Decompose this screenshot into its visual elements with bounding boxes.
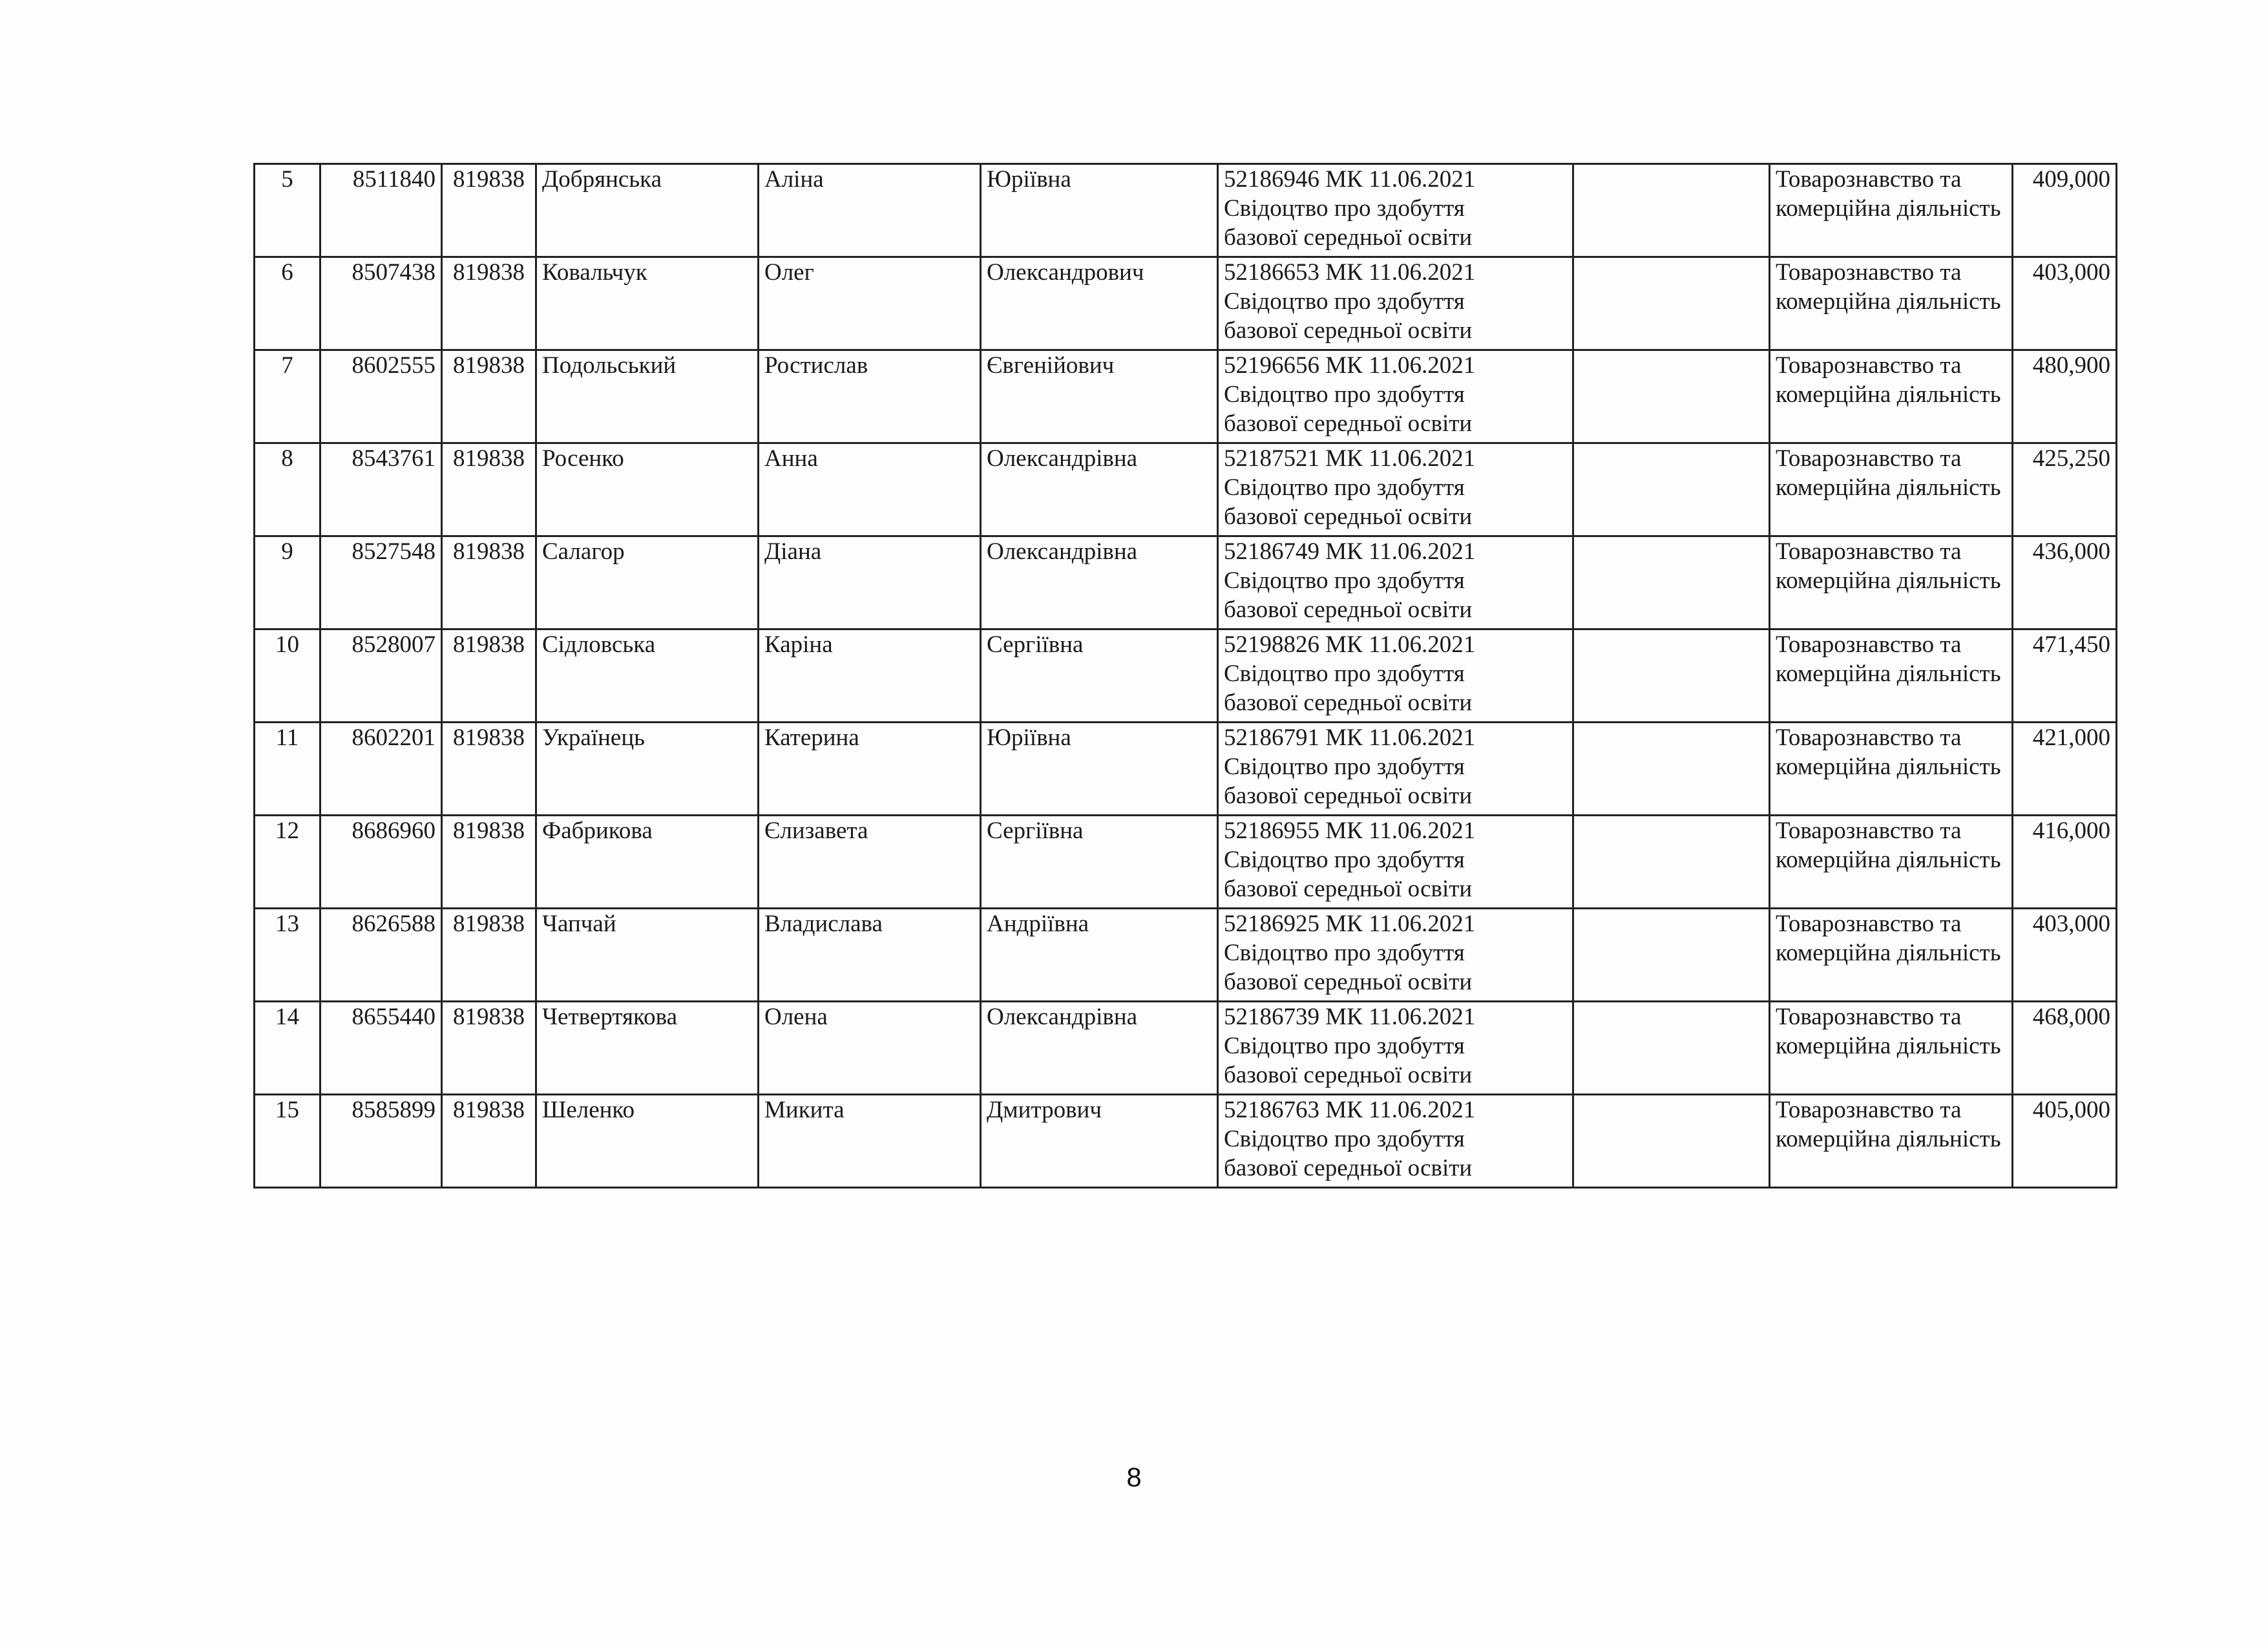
specialty-cell: Товарознавство та комерційна діяльність [1770,257,2013,350]
applicant-id-cell: 8507438 [320,257,442,350]
empty-cell [1573,257,1770,350]
specialty-cell: Товарознавство та комерційна діяльність [1770,443,2013,536]
row-number-cell: 8 [255,443,320,536]
specialty-cell: Товарознавство та комерційна діяльність [1770,1002,2013,1095]
applicant-id-cell: 8527548 [320,536,442,629]
first-name-cell: Катерина [759,723,981,816]
document-title-continued: базової середньої освіти [1224,503,1473,530]
empty-cell [1573,723,1770,816]
document-title: Свідоцтво про здобуття [1224,1033,1465,1059]
table-row [255,1002,2117,1095]
empty-cell [1573,816,1770,909]
score-cell: 436,000 [2013,536,2117,629]
document-cell [1218,1002,1573,1095]
table-row [255,257,2117,350]
document-title: Свідоцтво про здобуття [1224,660,1465,687]
document-number: 52186653 МК 11.06.2021 [1224,259,1476,286]
row-number-cell: 13 [255,909,320,1002]
first-name-cell: Владислава [759,909,981,1002]
document-number: 52186791 МК 11.06.2021 [1224,724,1476,751]
document-cell [1218,350,1573,443]
last-name-cell: Чапчай [536,909,759,1002]
document-number: 52186749 МК 11.06.2021 [1224,538,1476,565]
score-cell: 468,000 [2013,1002,2117,1095]
patronymic-cell: Олександрівна [981,443,1218,536]
applicant-id-cell: 8543761 [320,443,442,536]
specialty-cell: Товарознавство та комерційна діяльність [1770,1095,2013,1188]
score-cell: 480,900 [2013,350,2117,443]
document-number: 52187521 МК 11.06.2021 [1224,445,1476,472]
offer-code-cell: 819838 [442,1002,536,1095]
row-number-cell: 12 [255,816,320,909]
first-name-cell: Анна [759,443,981,536]
table-row [255,536,2117,629]
document-title-continued: базової середньої освіти [1224,969,1473,995]
score-cell: 405,000 [2013,1095,2117,1188]
document-title-continued: базової середньої освіти [1224,1155,1473,1181]
document-number: 52186739 МК 11.06.2021 [1224,1004,1476,1030]
row-number-cell: 7 [255,350,320,443]
patronymic-cell: Олександрович [981,257,1218,350]
document-title-continued: базової середньої освіти [1224,1062,1473,1088]
document-title: Свідоцтво про здобуття [1224,940,1465,966]
last-name-cell: Шеленко [536,1095,759,1188]
row-number-cell: 9 [255,536,320,629]
specialty-cell: Товарознавство та комерційна діяльність [1770,350,2013,443]
document-title-continued: базової середньої освіти [1224,597,1473,623]
offer-code-cell: 819838 [442,629,536,723]
document-cell [1218,536,1573,629]
empty-cell [1573,629,1770,723]
applicant-id-cell: 8626588 [320,909,442,1002]
last-name-cell: Сідловська [536,629,759,723]
row-number-cell: 11 [255,723,320,816]
score-cell: 416,000 [2013,816,2117,909]
last-name-cell: Салагор [536,536,759,629]
patronymic-cell: Сергіївна [981,629,1218,723]
document-cell [1218,1095,1573,1188]
specialty-cell: Товарознавство та комерційна діяльність [1770,816,2013,909]
patronymic-cell: Євгенійович [981,350,1218,443]
document-title-continued: базової середньої освіти [1224,317,1473,344]
specialty-cell: Товарознавство та комерційна діяльність [1770,629,2013,723]
first-name-cell: Микита [759,1095,981,1188]
score-cell: 421,000 [2013,723,2117,816]
document-cell [1218,723,1573,816]
score-cell: 403,000 [2013,909,2117,1002]
patronymic-cell: Олександрівна [981,1002,1218,1095]
applicant-id-cell: 8655440 [320,1002,442,1095]
applicant-id-cell: 8585899 [320,1095,442,1188]
applicant-id-cell: 8528007 [320,629,442,723]
document-title: Свідоцтво про здобуття [1224,567,1465,594]
empty-cell [1573,164,1770,257]
row-number-cell: 10 [255,629,320,723]
document-number: 52186925 МК 11.06.2021 [1224,911,1476,937]
applicant-id-cell: 8686960 [320,816,442,909]
specialty-cell: Товарознавство та комерційна діяльність [1770,536,2013,629]
row-number-cell: 5 [255,164,320,257]
first-name-cell: Діана [759,536,981,629]
document-cell [1218,443,1573,536]
table-body [255,164,2117,1188]
patronymic-cell: Юріївна [981,723,1218,816]
last-name-cell: Фабрикова [536,816,759,909]
offer-code-cell: 819838 [442,723,536,816]
score-cell: 409,000 [2013,164,2117,257]
offer-code-cell: 819838 [442,257,536,350]
document-cell [1218,816,1573,909]
last-name-cell: Українець [536,723,759,816]
table-row [255,443,2117,536]
document-number: 52186763 МК 11.06.2021 [1224,1097,1476,1123]
last-name-cell: Росенко [536,443,759,536]
applicant-table [253,163,2117,1188]
applicant-id-cell: 8602201 [320,723,442,816]
last-name-cell: Четвертякова [536,1002,759,1095]
table-row [255,723,2117,816]
first-name-cell: Олена [759,1002,981,1095]
document-number: 52198826 МК 11.06.2021 [1224,631,1476,658]
offer-code-cell: 819838 [442,350,536,443]
table-row [255,629,2117,723]
applicant-id-cell: 8602555 [320,350,442,443]
page-number: 8 [1126,1462,1142,1492]
empty-cell [1573,1095,1770,1188]
patronymic-cell: Олександрівна [981,536,1218,629]
empty-cell [1573,536,1770,629]
applicant-id-cell: 8511840 [320,164,442,257]
last-name-cell: Подольський [536,350,759,443]
document-title: Свідоцтво про здобуття [1224,381,1465,408]
last-name-cell: Добрянська [536,164,759,257]
offer-code-cell: 819838 [442,1095,536,1188]
score-cell: 403,000 [2013,257,2117,350]
document-number: 52186946 МК 11.06.2021 [1224,166,1476,193]
empty-cell [1573,443,1770,536]
document-number: 52196656 МК 11.06.2021 [1224,352,1476,379]
row-number-cell: 6 [255,257,320,350]
patronymic-cell: Андріївна [981,909,1218,1002]
row-number-cell: 14 [255,1002,320,1095]
document-title-continued: базової середньої освіти [1224,410,1473,437]
first-name-cell: Олег [759,257,981,350]
empty-cell [1573,350,1770,443]
offer-code-cell: 819838 [442,909,536,1002]
table-row [255,1095,2117,1188]
document-title-continued: базової середньої освіти [1224,224,1473,251]
document-cell [1218,909,1573,1002]
patronymic-cell: Юріївна [981,164,1218,257]
first-name-cell: Каріна [759,629,981,723]
document-title-continued: базової середньої освіти [1224,876,1473,902]
document-title: Свідоцтво про здобуття [1224,847,1465,873]
first-name-cell: Ростислав [759,350,981,443]
score-cell: 425,250 [2013,443,2117,536]
patronymic-cell: Дмитрович [981,1095,1218,1188]
offer-code-cell: 819838 [442,164,536,257]
document-cell [1218,257,1573,350]
document-title: Свідоцтво про здобуття [1224,474,1465,501]
patronymic-cell: Сергіївна [981,816,1218,909]
row-number-cell: 15 [255,1095,320,1188]
table-row [255,350,2117,443]
first-name-cell: Аліна [759,164,981,257]
specialty-cell: Товарознавство та комерційна діяльність [1770,723,2013,816]
document-title: Свідоцтво про здобуття [1224,195,1465,222]
offer-code-cell: 819838 [442,443,536,536]
empty-cell [1573,909,1770,1002]
specialty-cell: Товарознавство та комерційна діяльність [1770,164,2013,257]
document-title-continued: базової середньої освіти [1224,690,1473,716]
document-number: 52186955 МК 11.06.2021 [1224,818,1476,844]
empty-cell [1573,1002,1770,1095]
table-row [255,909,2117,1002]
specialty-cell: Товарознавство та комерційна діяльність [1770,909,2013,1002]
document-title: Свідоцтво про здобуття [1224,288,1465,315]
document-title: Свідоцтво про здобуття [1224,1126,1465,1152]
document-title: Свідоцтво про здобуття [1224,754,1465,780]
document-cell [1218,629,1573,723]
offer-code-cell: 819838 [442,536,536,629]
document-title-continued: базової середньої освіти [1224,783,1473,809]
last-name-cell: Ковальчук [536,257,759,350]
score-cell: 471,450 [2013,629,2117,723]
first-name-cell: Єлизавета [759,816,981,909]
offer-code-cell: 819838 [442,816,536,909]
table-row [255,164,2117,257]
table-row [255,816,2117,909]
document-cell [1218,164,1573,257]
